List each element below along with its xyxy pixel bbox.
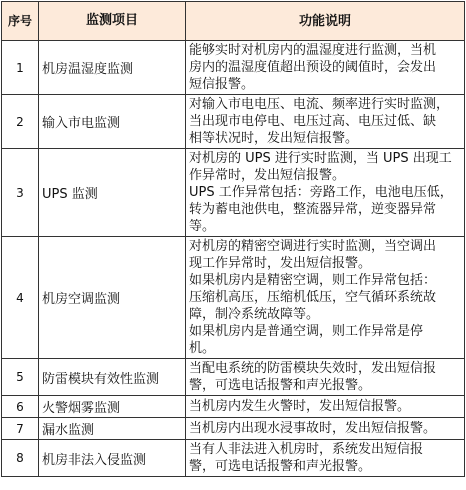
table-body — [2, 41, 465, 477]
description-line: 对输入市电电压、电流、频率进行实时监测， — [189, 97, 450, 112]
description-line: 相等状况时，发出短信报警。 — [189, 131, 359, 146]
description-line: 当出现市电停电、电压过高、电压过低、缺 — [189, 114, 437, 129]
monitoring-item: 机房空调监测 — [39, 237, 186, 359]
function-description — [186, 149, 465, 237]
description-line: 现工作异常时，发出短信报警。 — [189, 256, 372, 271]
description-line: 短信报警。 — [189, 77, 255, 92]
header-desc — [186, 2, 465, 41]
monitoring-item: 火警烟雾监测 — [39, 396, 186, 418]
row-number: 8 — [2, 440, 39, 477]
function-description — [186, 396, 465, 418]
description-line: 对机房的 UPS 进行实时监测，当 UPS 出现工 — [189, 151, 452, 166]
header-desc-text: 功能说明 — [298, 13, 351, 29]
table-row — [2, 149, 465, 237]
row-number: 1 — [2, 41, 39, 95]
description-line: 障，制冷系统故障等。 — [189, 307, 320, 322]
monitoring-item: UPS 监测 — [39, 149, 186, 237]
description-line: 转为蓄电池供电，整流器异常，逆变器异常 — [189, 202, 437, 217]
monitoring-table — [1, 1, 465, 477]
row-number: 7 — [2, 418, 39, 440]
description-line: 如果机房内是精密空调，则工作异常包括： — [189, 273, 437, 288]
monitoring-item: 机房温湿度监测 — [39, 41, 186, 95]
function-description — [186, 440, 465, 477]
table-row — [2, 418, 465, 440]
monitoring-item: 机房非法入侵监测 — [39, 440, 186, 477]
table-row — [2, 396, 465, 418]
table-row — [2, 237, 465, 359]
description-line: 机。 — [189, 341, 216, 356]
row-number: 2 — [2, 95, 39, 149]
description-line: 警，可选电话报警和声光报警。 — [189, 459, 372, 474]
description-line: UPS 工作异常包括：旁路工作，电池电压低， — [189, 185, 453, 200]
header-no-text: 序号 — [7, 14, 32, 28]
function-description — [186, 41, 465, 95]
row-number: 4 — [2, 237, 39, 359]
description-line: 等。 — [189, 219, 216, 234]
function-description — [186, 359, 465, 396]
description-line: 房内的温湿度值超出预设的阈值时，会发出 — [189, 60, 437, 75]
row-number: 3 — [2, 149, 39, 237]
description-line: 警，可选电话报警和声光报警。 — [189, 378, 372, 393]
description-line: 对机房的精密空调进行实时监测，当空调出 — [189, 239, 437, 254]
description-line: 能够实时对机房内的温湿度进行监测，当机 — [189, 43, 437, 58]
description-line: 如果机房内是普通空调，则工作异常是停 — [189, 324, 424, 339]
table-row — [2, 95, 465, 149]
monitoring-item: 漏水监测 — [39, 418, 186, 440]
function-description — [186, 418, 465, 440]
table-row — [2, 440, 465, 477]
header-item — [39, 2, 186, 41]
description-line: 当机房内出现水浸事故时，发出短信报警。 — [189, 421, 437, 436]
table-row — [2, 41, 465, 95]
function-description — [186, 237, 465, 359]
monitoring-item: 输入市电监测 — [39, 95, 186, 149]
header-no — [2, 2, 39, 41]
description-line: 压缩机高压，压缩机低压，空气循环系统故 — [189, 290, 437, 305]
description-line: 当机房内发生火警时，发出短信报警。 — [189, 399, 411, 414]
description-line: 作异常时，发出短信报警。 — [189, 168, 346, 183]
monitoring-item: 防雷模块有效性监测 — [39, 359, 186, 396]
header-item-text: 监测项目 — [85, 13, 138, 28]
table-header-row — [2, 2, 465, 41]
description-line: 当有人非法进入机房时，系统发出短信报 — [189, 442, 424, 457]
description-line: 当配电系统的防雷模块失效时，发出短信报 — [189, 361, 437, 376]
table-row — [2, 359, 465, 396]
row-number: 5 — [2, 359, 39, 396]
function-description — [186, 95, 465, 149]
row-number: 6 — [2, 396, 39, 418]
